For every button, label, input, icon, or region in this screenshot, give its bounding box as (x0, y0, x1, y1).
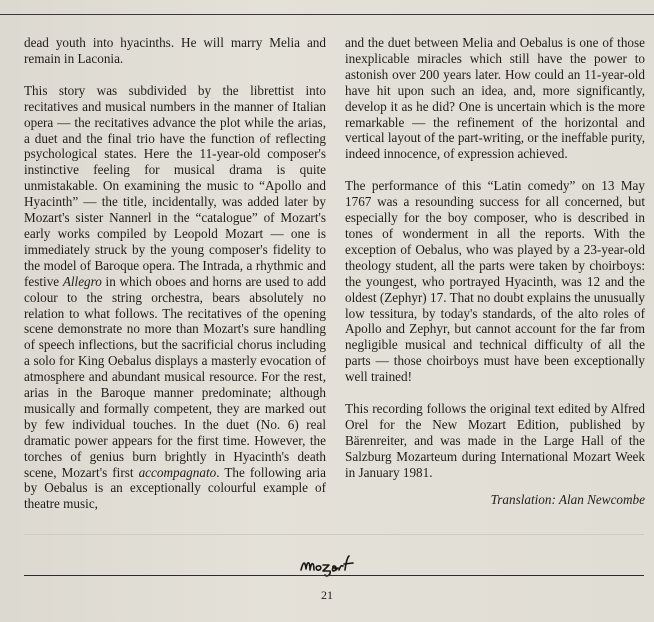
left-column (24, 35, 326, 512)
left-paragraph-2 (24, 83, 326, 512)
left-paragraph-2-cont: in which oboes and horns are used to add colour to the string orchestra, bears absolutely no relation to what follows. The recitatives of the opening scene demonstrate no more than Mozart's sure handling of speech inflections, but the sacrificial chorus including a solo for King Oebalus displays a masterly evocation of atmosphere and abundant musical resource. For the rest, arias in the Baroque manner predominate; although musically and formally competent, they are marked out by few individual touches. In the duet (No. 6) real dramatic power appears for the first time. However, the torches of genius burn brightly in Hyacinth's death scene, Mozart's first (24, 273, 326, 480)
right-column (345, 35, 645, 507)
top-rule (0, 14, 654, 15)
mozart-signature-logo (298, 553, 368, 577)
right-paragraph-1: and the duet between Melia and Oebalus is one of those inexplicable miracles which still have the power to astonish over 200 years later. How could an 11-year-old have hit upon such an idea, and, more significantly, develop it as he did? One is uncertain which is the more remarkable — the refinement of the horizontal and vertical layout of the part-writing, or the ineffable purity, indeed innocence, of expression achieved. (345, 35, 645, 162)
right-paragraph-3: This recording follows the original text edited by Alfred Orel for the New Mozart Edition, published by Bärenreiter, and was made in the Large Hall of the Salzburg Mozarteum during International Mozart Week in January 1981. (345, 401, 645, 480)
right-paragraph-2: The performance of this “Latin comedy” on 13 May 1767 was a resounding success for all concerned, but especially for the boy composer, who is described in tones of wonderment in all the reports. With the exception of Oebalus, who was played by a 23-year-old theology student, all the parts were taken by choirboys: the youngest, who portrayed Hyacinth, was 12 and the oldest (Zephyr) 17. That no doubt explains the unusually low tessitura, by today's standards, of the alto roles of Apollo and Zephyr, but cannot account for the far from negligible musical and technical difficulty of all the parts — those choirboys must have been exceptionally well trained! (345, 178, 645, 385)
allegro-term: Allegro (62, 273, 102, 289)
left-paragraph-2-text: This story was subdivided by the librettist into recitatives and musical numbers in the manner of Italian opera — the recitatives advance the plot while the arias, a duet and the final trio have the function of reflecting psychological states. Here the 11-year-old composer's instinctive feeling for musical drama is quite unmistakable. On examining the music to “Apollo and Hyacinth” — the title, incidentally, was added later by Mozart's sister Nannerl in the “catalogue” of Mozart's early works compiled by Leopold Mozart — one is immediately struck by the young composer's fidelity to the model of Baroque opera. The Intrada, a rhythmic and festive (24, 82, 326, 289)
translation-credit: Translation: Alan Newcombe (490, 491, 645, 507)
page-number: 21 (321, 588, 333, 602)
bottom-rule (24, 575, 644, 576)
faint-rule (24, 534, 644, 535)
left-paragraph-2-end: . The following aria by Oebalus is an exceptionally colourful example of theatre music, (24, 464, 326, 512)
left-paragraph-1: dead youth into hyacinths. He will marry Melia and remain in Laconia. (24, 35, 326, 66)
accompagnato-term: accompagnato (138, 464, 217, 480)
